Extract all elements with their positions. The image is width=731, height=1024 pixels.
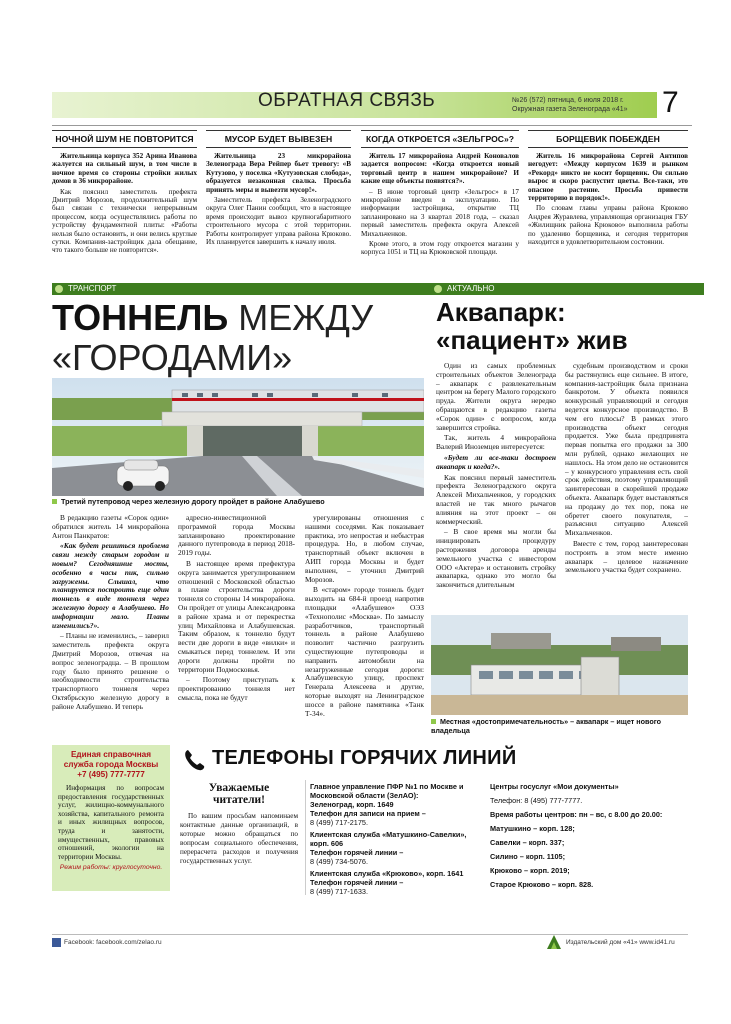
pfr-phone-3: 8 (499) 717-1633. [310,887,369,896]
info-phone: +7 (495) 777-7777 [77,770,145,779]
greeting-2: читатели! [212,794,265,806]
aquapark-photo [431,615,688,715]
aquapark-col-2 [565,362,688,577]
article-para: В редакцию газеты «Сорок один» обратился житель 14 микрорайона Антон Панкратов: [52,513,169,540]
transport-col-3 [305,514,424,720]
aquapark-col-1 [436,362,556,592]
caption-text: Третий путепровод через железную дорогу пройдет в районе Алабушево [61,497,325,506]
issue-info [512,96,628,114]
article-para: Как пояснил первый заместитель префекта Зеленоградского округа Алексей Михальченков, у городских властей не так много рычагов влияния на этот проект – он коммерческий. [436,472,556,526]
pfr-addr-2: Клиентская служба «Матушкино-Савелки», корп. 606 [310,830,467,848]
article-para: судебным производством и сроки бы растянулись еще сильнее. В итоге, компания-застройщик была признана банкротом. У объекта появился конкурсный управляющий и сегодня ведется конкурсное производство. В чем его плюсы? В рамках этого производства объект сегодня продается. Уже была предпринята первая попытка его продажи за 300 млн рублей, однако желающих не нашлось. На этом дело не остановится – у конкурсного управления есть свой срок действия, поэтому управляющий заинтересован в скорейшей продаже объекта. Аквапарк будет выставляться на продажу до тех пор, пока не обретет своего покупателя, – разъяснил ситуацию Алексей Михальченков. [565,361,688,538]
article-para: урегулированы отношения с нашими соседями. Как показывает практика, это непростая и небыстрая процедура. Но, в любом случае, транспортный объект включен в АИП города Москвы и будет выполнен, – уточнил Дмитрий Морозов. [305,513,424,584]
hotlines-divider [305,780,306,895]
story-para: – В июне торговый центр «Зельгрос» в 17 микрорайоне введен в эксплуатацию. По информации застройщика, открытие ТЦ запланировано на 3 квартал 2018 года, – сказал первый заместитель префекта округа Алексей Михальченков. [361,187,519,238]
story-para: Заместитель префекта Зеленоградского округа Олег Панин сообщил, что в настоящее время происходит вывоз крупногабаритного строительного мусора с этой территории. Работы контролирует управа района Крюково. Их планируется завершить к началу июля. [206,196,351,247]
story-title: БОРЩЕВИК ПОБЕЖДЕН [528,130,688,148]
pfr-addr-3: Клиентская служба «Крюково», корп. 1641 [310,869,464,878]
article-para: – В свое время мы могли бы инициировать процедуру расторжения договора аренды земельного участка с инвестором ООО «Актера» и остановить стройку аквапарка, однако это могло бы закончиться длительным [436,527,556,590]
mfc-hours: Время работы центров: пн – вс, с 8.00 до 20.00: [490,810,663,819]
footer-facebook[interactable]: Facebook: facebook.com/zelao.ru [64,939,162,946]
article-para: – Планы не изменились, – заверил заместитель префекта округа Дмитрий Морозов, отвечая на вопрос зеленоградца. – В прошлом году было принято решение о необходимости строительства транспортного тоннеля через Октябрьскую железную дорогу в районе Алабушево. И теперь [52,631,169,711]
pfr-label-2: Телефон горячей линии – [310,848,404,857]
transport-col-1 [52,514,169,714]
tag-dot-icon [55,285,63,293]
info-box-body: Информация по вопросам предоставления государственных услуг, жилищно-коммунального хозяйства, капитального ремонта и иных жилищных вопросов, труда и занятости, имущественных, правовых отношений, экологии на территории Москвы. [58,784,164,861]
story-lead: Житель 16 микрорайона Сергей Антипов негодует: «Между корпусом 1639 и рынком «Рекорд» никто не косит борщевик. Он сильно вырос и скоро распустит цветы. Все-таки, это опасное растение. Просьба привести территорию в порядок!». [528,152,688,203]
mfc-center: Крюково – корп. 2019; [490,866,570,875]
article-para: В настоящее время префектура округа занимается урегулированием отношений с Московской областью в плане строительства дороги тоннеля со стороны 14 микрорайона. Он пройдет от улицы Александровка в районе храма и от перекрестка улиц Михайловка и Алабушевская. Таким образом, к тоннелю будут вести две дороги в виде «вилки» и смыкаться перед тоннелем. И эти дороги должны пройти по территории Подмосковья. [178,558,295,674]
story-hogweed [528,130,688,248]
footer-rule [52,934,688,935]
story-noise [52,130,197,257]
headline-light: МЕЖДУ [238,297,374,338]
hotlines-header [176,745,688,773]
story-title: КОГДА ОТКРОЕТСЯ «ЗЕЛЬГРОС»? [361,130,519,148]
tag-dot-icon [434,285,442,293]
caption-text: Местная «достопримечательность» – аквапарк – ищет нового владельца [431,717,661,735]
mfc-phone: Телефон: 8 (495) 777-7777. [490,796,583,805]
info-title-2: служба города Москвы [63,760,159,769]
article-para: Вместе с тем, город заинтересован построить в этом месте именно аквапарк – целевое назначение земельного участка будет сохранено. [565,538,688,575]
article-question: «Будет ли все-таки достроен аквапарк и когда?». [436,452,556,471]
issue-line: №26 (572) пятница, 6 июля 2018 г. [512,97,624,104]
pfr-phone-1: 8 (499) 717-2175. [310,818,369,827]
facebook-icon [52,938,61,947]
tag-label: АКТУАЛЬНО [447,284,495,293]
story-para: Как пояснил заместитель префекта Дмитрий Морозов, продолжительный шум был связан с технически непрерывным процессом, когда осуществлялись работы по устройству фундаментной плиты: «Работы нельзя было остановить, и они велись круглые сутки. Компания-застройщик дала обещание, что такого больше не повторится». [52,187,197,255]
pfr-title: Главное управление ПФР №1 по Москве и Московской области (ЗелАО): [310,782,464,800]
info-box [52,745,170,891]
section-tag-aktualno [431,283,704,295]
info-title-1: Единая справочная [70,750,152,759]
mfc-center: Старое Крюково – корп. 828. [490,880,594,889]
article-para: – Поэтому приступать к проектированию тоннеля нет смысла, пока не будут [178,675,295,702]
article-para: адресно-инвестиционной программой города Москвы запланировано проектирование данного путепровода в период 2018-2019 годы. [178,513,295,558]
greeting-appeal: По вашим просьбам напоминаем контактные данные организаций, в которые можно обращаться по вопросам социального обеспечения, перерасчета расходов и получения государственных услуг. [180,812,298,865]
tag-label: ТРАНСПОРТ [68,284,117,293]
pfr-addr-1: Зеленоград, корп. 1649 [310,800,394,809]
story-lead: Жительница 23 микрорайона Зеленограда Вера Рейпер бьет тревогу: «В Кутузово, у поселка «Кутузовская слобода», образуется незаконная свалка. Просьба принять меры и вывезти мусор!». [206,152,351,194]
aquapark-photo-caption [431,718,688,735]
caption-square-icon [52,499,57,504]
transport-col-2 [178,514,295,705]
hotlines-title: ТЕЛЕФОНЫ ГОРЯЧИХ ЛИНИЙ [212,747,517,769]
mfc-center: Савелки – корп. 337; [490,838,565,847]
paper-line: Окружная газета Зеленограда «41» [512,106,628,113]
article-question: «Как будет решиться проблема связи между старым городом и новым? Сегодняшние мосты, особенно в часы пик, сильно загружены. Слышал, что планируется построить еще один тоннель в виде тоннеля через железную дорогу в Алабушево. Но информации мало. Планы изменились?». [52,541,169,630]
phone-icon [182,747,208,773]
publisher-logo-icon [546,934,562,950]
info-box-title [52,745,170,780]
article-para: Так, житель 4 микрорайона Валерий Иноземцев интересуется: [436,433,556,452]
pfr-label-1: Телефон для записи на прием – [310,809,426,818]
headline-line-1: Аквапарк: [436,297,566,327]
headline-second-line: «ГОРОДАМИ» [52,337,293,378]
story-garbage [206,130,351,248]
transport-headline [52,298,373,338]
info-box-hours: Режим работы: круглосуточно. [59,864,163,872]
caption-square-icon [431,719,436,724]
story-zelgros [361,130,519,259]
aquapark-headline [436,298,628,354]
page-number: 7 [662,86,679,119]
story-para: Кроме этого, в этом году откроется магазин у корпуса 1051 и ТЦ на Крюковской площади. [361,240,519,257]
mfc-block [490,782,688,889]
story-lead: Житель 17 микрорайона Андрей Коновалов задается вопросом: «Когда откроется новый торговый центр в нашем микрорайоне? И какие еще объекты появятся?». [361,152,519,186]
headline-line-2: «пациент» жив [436,325,628,355]
header-rule [52,125,692,126]
pfr-block [310,782,480,896]
story-title: МУСОР БУДЕТ ВЫВЕЗЕН [206,130,351,148]
section-tag-transport [52,283,440,295]
headline-bold: ТОННЕЛЬ [52,297,229,338]
footer-publisher[interactable]: Издательский дом «41» www.id41.ru [566,939,675,946]
tunnel-photo [52,378,424,496]
story-title: НОЧНОЙ ШУМ НЕ ПОВТОРИТСЯ [52,130,197,148]
mfc-title: Центры госуслуг «Мои документы» [490,782,619,791]
pfr-phone-2: 8 (499) 734-5076. [310,857,369,866]
section-title: ОБРАТНАЯ СВЯЗЬ [258,90,436,111]
article-para: В «старом» городе тоннель будет выходить на 684-й проезд напротив площадки «Алабушево» ОЭЗ «Технополис «Москва». По замыслу разработчиков, транспортный тоннель в районе Алабушево позволит частично разгрузить существующие путепроводы и направить автомобили на незагруженные сегодня дороги: Алабушевскую улицу, проспект Генерала Алексеева и другие, которые выходят на Ленинградское шоссе в районе памятника «Танк Т-34». [305,585,424,718]
mfc-center: Силино – корп. 1105; [490,852,566,861]
hotlines-greeting [180,782,298,866]
story-para: По словам главы управы района Крюково Андрея Журавлева, управляющая организация ГБУ «Жилищник района Крюково» выполнила работы по удалению борщевика, и сегодня территория находится в удовлетворительном состоянии. [528,204,688,247]
story-lead: Жительница корпуса 352 Арина Иванова жалуется на сильный шум, в том числе в ночное время со стороны стройки жилых домов в 36 микрорайоне. [52,152,197,186]
article-para: Один из самых проблемных строительных объектов Зеленограда – аквапарк с развлекательным центром на берегу Малого городского пруда. Жители округа нередко обращаются в редакцию газеты «Сорок один» с вопросом, когда завершится стройка. [436,361,556,432]
greeting-1: Уважаемые [208,782,270,794]
pfr-label-3: Телефон горячей линии – [310,878,404,887]
mfc-center: Матушкино – корп. 128; [490,824,575,833]
tunnel-photo-caption [52,498,424,507]
